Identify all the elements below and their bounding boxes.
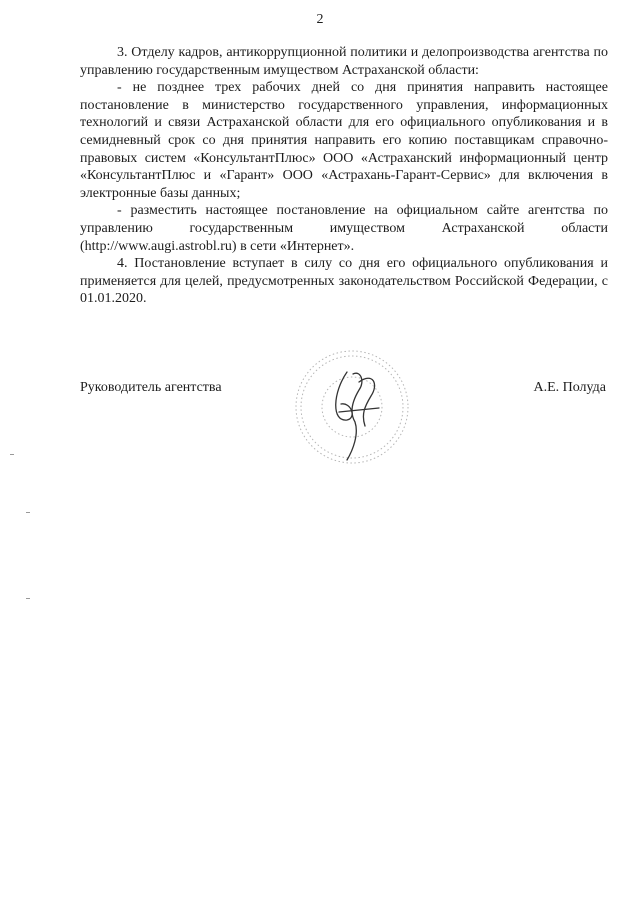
signer-position: Руководитель агентства <box>80 380 222 395</box>
scan-speck <box>10 454 14 455</box>
signer-name: А.Е. Полуда <box>533 380 606 395</box>
scan-speck <box>26 512 30 513</box>
document-body <box>80 44 608 308</box>
signature-block <box>80 372 606 472</box>
paragraph-item-4: 4. Постановление вступает в силу со дня его официального опубликования и применяется для целей, предусмотренных законодательством Российской Федерации, с 01.01.2020. <box>80 256 608 307</box>
page-number: 2 <box>316 12 324 27</box>
paragraph-subitem-website: - разместить настоящее постановление на официальном сайте агентства по управлению государственным имуществом Астраханской области (http://www.augi.astrobl.ru) в сети «Интернет». <box>80 203 608 254</box>
official-seal-with-signature <box>287 342 417 472</box>
paragraph-item-3: 3. Отделу кадров, антикоррупционной политики и делопроизводства агентства по управлению государственным имуществом Астраханской области: <box>80 45 608 78</box>
scan-speck <box>26 598 30 599</box>
paragraph-subitem-publish: - не позднее трех рабочих дней со дня принятия направить настоящее постановление в министерство государственного управления, информационных технологий и связи Астраханской области для его официального опубликования и в семидневный срок со дня принятия направить его копию поставщикам справочно-правовых систем «КонсультантПлюс» ООО «Астраханский информационный центр «КонсультантПлюс и «Гарант» ООО «Астрахань-Гарант-Сервис» для включения в электронные базы данных; <box>80 80 608 201</box>
handwritten-signature-icon <box>336 372 379 460</box>
